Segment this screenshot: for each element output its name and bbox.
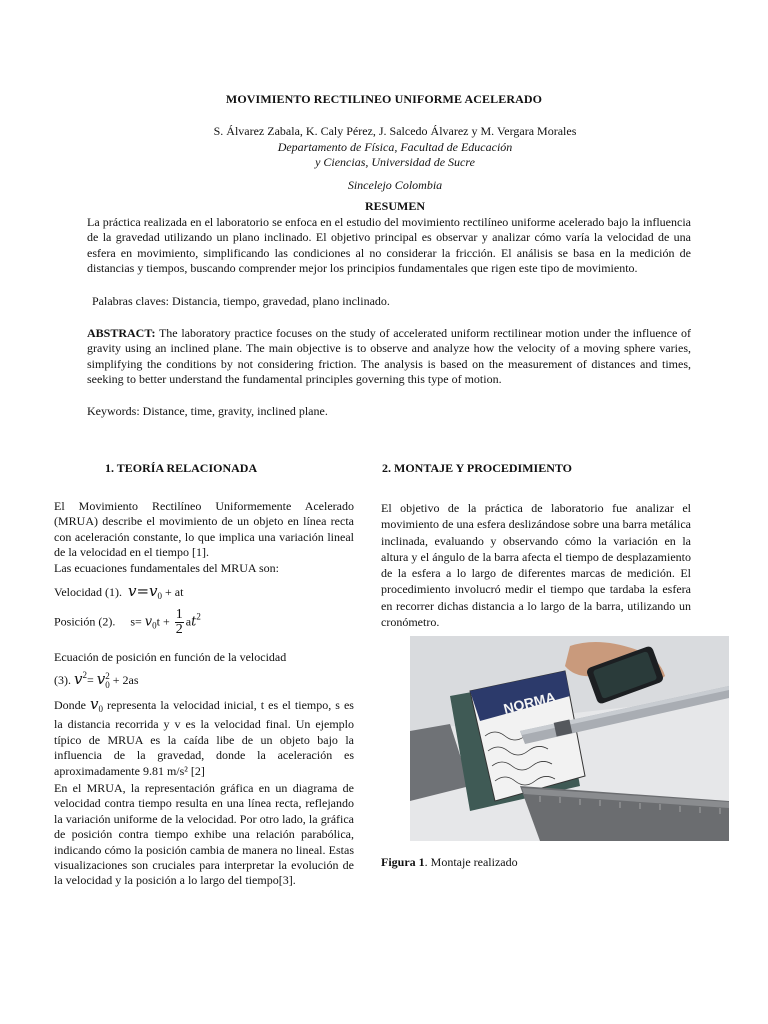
affiliation [0,140,768,170]
location: Sincelejo Colombia [347,178,443,192]
keywords-es: Palabras claves: Distancia, tiempo, gravedad, plano inclinado. [92,294,390,308]
equation-3-rest: + 2as [109,673,139,687]
resumen-heading: RESUMEN [364,199,425,213]
equation-velocity-label: Velocidad (1). [54,585,122,599]
equation-3-sub0: 0 [105,680,110,691]
notebook-cover-text: NORMA [501,688,558,717]
equation-3-eq: = [86,673,97,687]
equation-velocity-v: v [127,582,137,600]
equation-velocity-v0: v [149,582,158,600]
paper-title: MOVIMIENTO RECTILINEO UNIFORME ACELERADO [225,92,543,106]
equation-position-fraction [175,608,184,637]
fraction-numerator: 1 [175,607,183,622]
equation-3-v: v [74,670,83,688]
resumen-text: La práctica realizada en el laboratorio se enfoca en el estudio del movimiento rectilíneo uniforme acelerado bajo la influencia de la gravedad utilizando un plano inclinado. El objetivo principal es observar y analizar cómo varía la velocidad de una esfera en movimiento, simplificando las condiciones al no considerar la fricción. El análisis se basa en la medición de distancias y tiempos, buscando comprender mejor los principios fundamentales que rigen este tipo de movimiento. [87,215,691,275]
p2-sub: 0 [98,704,104,714]
affiliation-line-1: Departamento de Física, Facultad de Educación [277,140,513,154]
authors-line: S. Álvarez Zabala, K. Caly Pérez, J. Salcedo Álvarez y M. Vergara Morales [213,124,577,138]
equation-position-s: s= [130,614,145,629]
equation-3-sup: 2 [82,670,87,680]
equation-position-a: a [185,614,192,629]
equation-velocity-rest: + at [162,585,184,599]
abstract-label: ABSTRACT: [87,326,156,340]
p2-rest: representa la velocidad inicial, t es el tiempo, s es la distancia recorrida y v es la velocidad final. Un ejemplo típico de MRUA es la caída libe de un objeto bajo la influencia de la gravedad, donde la aceleración es aproximadamente 9.81 m/s² [2] [54,698,354,778]
equation-position-label: Posición (2). [54,614,116,629]
affiliation-line-2: y Ciencias, Universidad de Sucre [315,155,475,169]
equation-position-sup: 2 [196,611,201,622]
figure-1-caption-text: . Montaje realizado [424,855,518,869]
fraction-denominator: 2 [175,622,183,637]
equation-3-label: (3). [54,673,74,687]
equation-position [54,608,201,637]
figure-1-caption [381,855,518,870]
equation-3 [54,670,139,690]
equation-position-sub: 0 [152,620,157,631]
equation-3-sup0: 2 [105,671,110,682]
lab-setup-image [410,636,729,841]
section-1-paragraph-3: En el MRUA, la representación gráfica en un diagrama de velocidad contra tiempo resulta en una línea recta, reflejando la variación uniforme de la velocidad. Por otro lado, la gráfica de posición contra tiempo exhibe una relación parabólica, indicando cómo la posición cambia de manera no lineal. Estas visualizaciones son cruciales para interpretar la evolución de la velocidad y la posición a lo largo del tiempo[3]. [54,781,354,888]
section-1-p1b-text: Las ecuaciones fundamentales del MRUA son: [54,560,279,575]
figure-1-label: Figura 1 [381,855,425,869]
section-2-heading: 2. MONTAJE Y PROCEDIMIENTO [382,461,573,475]
p2-v: v [90,695,99,713]
abstract-paragraph [87,326,691,387]
equation-position-t: t + [156,614,173,629]
equation-3-description: Ecuación de posición en función de la velocidad [54,650,287,664]
section-1-paragraph-2 [54,697,354,779]
equation-position-t2: t [191,614,197,630]
section-2-paragraph-1: El objetivo de la práctica de laboratorio fue analizar el movimiento de una esfera deslizándose sobre una barra metálica inclinada, evaluando y observando cómo la variación en la altura y el ángulo de la barra afecta el tiempo de desplazamiento de la esfera a lo largo de diferentes marcas de medición. El procedimiento involucró medir el tiempo que tardaba la esfera en recorrer dichas distancia a lo largo de la barra, utilizando un cronómetro. [381,501,691,630]
figure-1-photo [410,636,729,841]
section-1-heading: 1. TEORÍA RELACIONADA [105,461,258,475]
equation-velocity [54,582,183,601]
equation-3-v0: v [96,670,106,688]
equation-velocity-sub: 0 [157,591,163,601]
section-1-p1-text: El Movimiento Rectilíneo Uniformemente Acelerado (MRUA) describe el movimiento de un objeto en línea recta con aceleración constante, lo que implica una variación lineal de la velocidad en el tiempo [1]. [54,499,354,560]
section-1-paragraph-1 [54,499,354,576]
equation-velocity-eq: = [136,582,150,600]
equation-position-v: v [144,614,153,630]
p2-start: Donde [54,698,91,712]
keywords-en: Keywords: Distance, time, gravity, inclined plane. [87,404,328,418]
abstract-text: The laboratory practice focuses on the study of accelerated uniform rectilinear motion under the influence of gravity using an inclined plane. The main objective is to observe and analyze how the velocity of a moving sphere varies, simplifying the conditions by not considering friction. The analysis is based on the measurement of distances and times, seeking to better understand the fundamental principles governing this type of motion. [87,326,691,386]
